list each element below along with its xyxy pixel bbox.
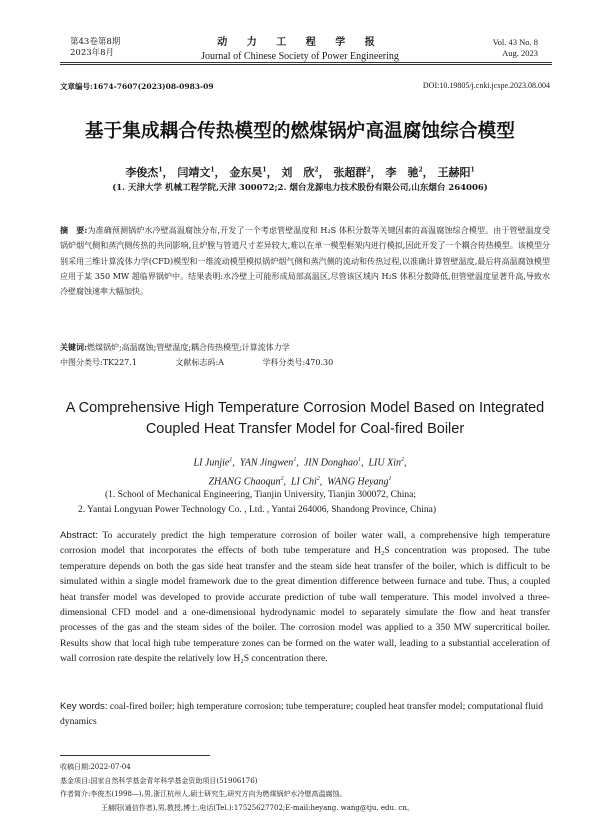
keywords-en-text: coal-fired boiler; high temperature corrosion; tube temperature; coupled heat transfer model; computational fluid dynamics bbox=[60, 701, 544, 728]
date-cn: 2023年8月 bbox=[70, 48, 115, 58]
title-cn: 基于集成耦合传热模型的燃煤锅炉高温腐蚀综合模型 bbox=[84, 121, 516, 142]
affiliation-en-line2: 2. Yantai Longyuan Power Technology Co. , Ltd. , Yantai 264006, Shandong Province, China) bbox=[78, 504, 437, 515]
keywords-en-label: Key words: bbox=[60, 701, 108, 712]
subject-code: 学科分类号:470.30 bbox=[262, 358, 334, 367]
abstract-en-text: To accurately predict the high temperature corrosion of boiler water wall, a comprehensive high temperature corrosion model that incorporates the effects of both tube temperature and H₂S concentration was proposed. The tube temperature depends on both the gas side heat transfer and the steam side heat transfer of the boiler, which is difficult to be simulated within a single model framework due to the great dimention difference between furnace and tube. Thus, a coupled heat transfer model was developed to provide accurate prediction of tube wall temperature. This model involved a three-dimensional CFD model and a one-dimensional hydrodynamic model to separately simulate the flow and heat transfer processes of the gas and the steam sides of the boiler. The corrosion model was applied to a 350 MW supercritical boiler. Results show that local high tube temperature zones can be formed on the water wall, leading to a substantial acceleration of wall corrosion rate despite the relatively low H₂S concentration there. bbox=[60, 530, 551, 665]
authors-en-line1: LI Junjie$^1$, YAN Jingwen$^1$, JIN Donghao$^1$, LIU Xin$^2$, bbox=[193, 457, 407, 469]
abstract-cn bbox=[60, 223, 550, 299]
document-code: 文献标志码:A bbox=[175, 358, 224, 367]
authors-cn: 李俊杰$^1$， 闫靖文$^1$， 金东昊$^1$， 刘 欣$^2$， 张超群$^2$， 李 驰$^2$， 王赫阳$^1$ bbox=[125, 166, 475, 179]
volume-cn: 第43卷第8期 bbox=[70, 37, 121, 47]
footnote-divider bbox=[60, 755, 210, 756]
keywords-cn bbox=[60, 340, 550, 355]
keywords-en bbox=[60, 699, 550, 730]
footnotes bbox=[60, 761, 550, 815]
issue-info-en bbox=[493, 37, 538, 59]
volume-en: Vol. 43 No. 8 bbox=[492, 37, 538, 47]
affiliation-cn: (1. 天津大学 机械工程学院,天津 300072;2. 烟台龙源电力技术股份有限公司,山东烟台 264006) bbox=[112, 183, 488, 193]
abstract-en-label: Abstract: bbox=[60, 530, 98, 541]
header-divider-thin bbox=[60, 64, 552, 65]
classification-line bbox=[60, 357, 369, 368]
fund-info: 基金项目:国家自然科学基金青年科学基金资助项目(51906176) bbox=[60, 776, 258, 785]
author-cn: 李 驰$^2$ bbox=[385, 166, 423, 179]
received-date: 收稿日期:2022-07-04 bbox=[60, 763, 131, 771]
journal-name-en: Journal of Chinese Society of Power Engineering bbox=[201, 51, 399, 62]
author-cn: 王赫阳$^1$ bbox=[437, 166, 475, 179]
author-intro: 作者简介:李俊杰(1998—),男,浙江杭州人,硕士研究生,研究方向为燃煤锅炉水冷壁高温腐蚀。 bbox=[60, 790, 347, 798]
affiliation-en-line1: (1. School of Mechanical Engineering, Tianjin University, Tianjin 300072, China; bbox=[105, 490, 417, 500]
author-cn: 刘 欣$^2$ bbox=[281, 166, 319, 179]
article-number: 文章编号:1674-7607(2023)08-0983-09 bbox=[60, 82, 214, 91]
author-cn: 张超群$^2$ bbox=[333, 166, 371, 179]
journal-name-cn: 动 力 工 程 学 报 bbox=[217, 37, 383, 48]
header-divider bbox=[60, 62, 552, 63]
abstract-cn-text: 为准确预测锅炉水冷壁高温腐蚀分布,开发了一个考虑管壁温度和 H₂S 体积分数等关键因素的高温腐蚀综合模型。由于管壁温度受锅炉烟气侧和蒸汽侧传热的共同影响,且炉膛与管道尺寸差异较大,难以在单一模型框架内进行模拟,因此开发了一个耦合传热模型。该模型分别采用三维计算流体力学(CFD)模型和一维流动模型模拟锅炉烟气侧和蒸汽侧的流动和传热过程,以准确计算管壁温度,最后将高温腐蚀模型应用于某 350 MW 超临界锅炉中。结果表明:水冷壁上可能形成局部高温区,尽管该区域内 H₂S 体积分数降低,但管壁温度显著升高,导致水冷壁腐蚀速率大幅加快。 bbox=[60, 226, 550, 297]
doi: DOI:10.19805/j.cnki.jcspe.2023.08.004 bbox=[422, 81, 550, 90]
author-cn: 金东昊$^1$ bbox=[229, 166, 267, 179]
keywords-cn-text: 燃煤锅炉;高温腐蚀;管壁温度;耦合传热模型;计算流体力学 bbox=[86, 343, 290, 352]
clc-number: 中图分类号:TK227.1 bbox=[60, 358, 137, 367]
affiliation-en bbox=[60, 488, 560, 517]
title-en: A Comprehensive High Temperature Corrosion Model Based on Integrated Coupled Heat Transfer Model for Coal-fired Boiler bbox=[65, 400, 545, 437]
authors-en-line2: ZHANG Chaoqun$^2$, LI Chi$^2$, WANG Heyang$^1$ bbox=[208, 476, 392, 488]
author-cn: 李俊杰$^1$ bbox=[125, 166, 163, 179]
corresponding-author: 王赫阳(通信作者),男,教授,博士,电话(Tel.):17525627702;E-mail:heyang. wang@tju. edu. cn。 bbox=[101, 803, 414, 812]
keywords-cn-label: 关键词: bbox=[60, 342, 87, 352]
date-en: Aug. 2023 bbox=[502, 48, 538, 58]
issue-info-cn bbox=[70, 37, 120, 59]
author-cn: 闫靖文$^1$ bbox=[177, 166, 215, 179]
journal-name bbox=[170, 33, 430, 62]
authors-en bbox=[0, 452, 600, 491]
abstract-en bbox=[60, 528, 550, 667]
abstract-cn-label: 摘 要: bbox=[60, 225, 88, 235]
